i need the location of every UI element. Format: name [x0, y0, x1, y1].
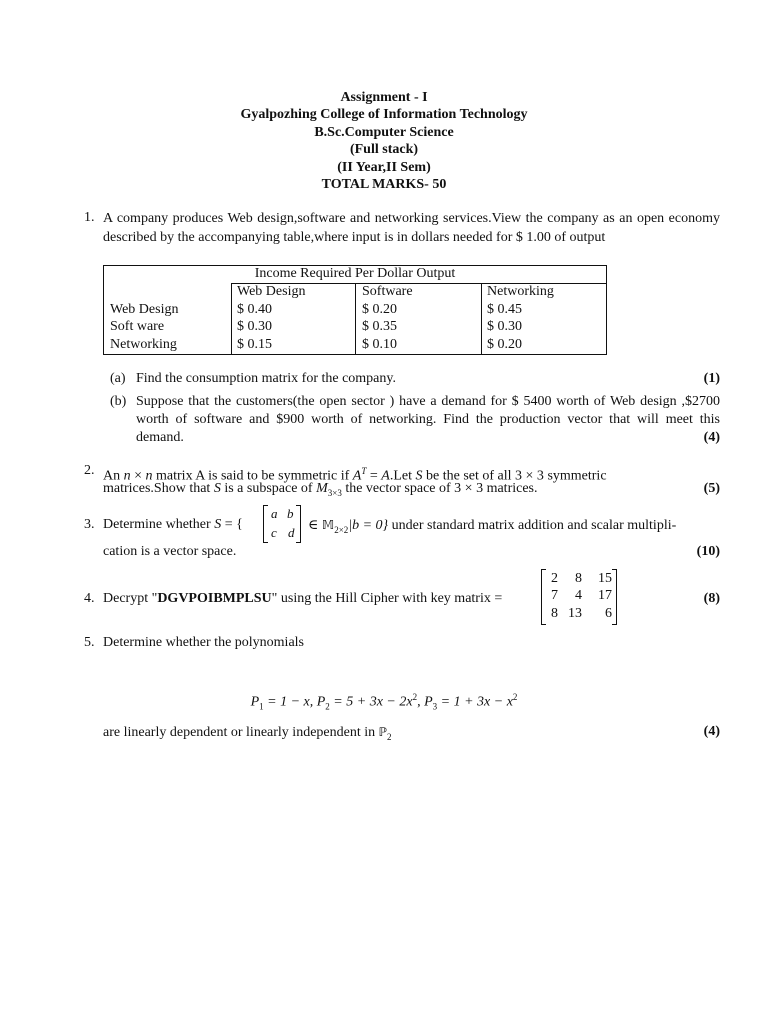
q5-text: Determine whether the polynomials [103, 635, 304, 650]
q1b-text: Suppose that the customers(the open sector ) have a demand for $ 5400 worth of Web design ,$2700 worth of software and $900 worth of networking. Find the production vector that will meet this demand. [136, 394, 720, 445]
q4-marks: (8) [703, 591, 720, 606]
q2-number: 2. [84, 463, 95, 478]
q1-text: A company produces Web design,software and networking services.View the company as an open economy described by the accompanying table,where input is in dollars needed for $ 1.00 of output [103, 211, 720, 245]
matrix-entry: d [288, 525, 295, 540]
q3-M: 𝕄 [321, 518, 335, 532]
q3-suffix [308, 516, 676, 539]
q5-sup: 2 [512, 692, 518, 702]
matrix-entry: a [271, 506, 278, 521]
q5-expr: = 1 + 3x − x [440, 694, 513, 710]
table-caption: Income Required Per Dollar Output [254, 266, 456, 281]
q1a-text: Find the consumption matrix for the company. [136, 371, 396, 386]
title-college: Gyalpozhing College of Information Technology [240, 107, 528, 122]
title-assignment: Assignment - I [340, 90, 428, 105]
q3-eq: = { [224, 517, 243, 532]
q5-sup: 2 [412, 692, 418, 702]
q3-prefix [103, 516, 243, 534]
q5-P: P [250, 694, 260, 710]
matrix-entry: 8 [551, 606, 558, 621]
q2-dim: 3 × 3 [515, 468, 544, 484]
table-row-label: Web Design [110, 302, 179, 317]
q5-space-sub: 2 [387, 731, 392, 742]
q4-cipher: DGVPOIBMPLSU [157, 591, 272, 606]
q5-P: P [424, 694, 433, 710]
q2-text: be the set of all [426, 468, 512, 484]
q2-text: the vector space of [345, 481, 451, 496]
table-cell: $ 0.15 [237, 337, 272, 352]
q3-sub: 2×2 [334, 524, 349, 535]
table-divider [355, 283, 356, 355]
title-total-marks: TOTAL MARKS- 50 [321, 177, 447, 192]
q4-text-part: Decrypt " [103, 591, 158, 606]
q3-marks: (10) [696, 544, 720, 559]
q2-A: A [352, 468, 362, 484]
table-cell: $ 0.40 [237, 302, 272, 317]
q1b-label: (b) [110, 394, 127, 409]
q5-comma: , [417, 694, 421, 710]
table-cell: $ 0.45 [487, 302, 522, 317]
q2-A: A [381, 468, 390, 484]
income-table [103, 265, 607, 355]
q5-P: P [316, 694, 326, 710]
q4-text [103, 590, 502, 608]
q5-expr: = 1 − x, [267, 694, 314, 710]
q3-line2: cation is a vector space. [103, 544, 237, 559]
matrix-entry: 15 [598, 571, 612, 586]
title-stream: (Full stack) [349, 142, 419, 157]
title-semester: (II Year,II Sem) [337, 160, 431, 175]
q5-text-part: are linearly dependent or linearly independent in [103, 725, 376, 740]
q1b-marks: (4) [703, 430, 720, 445]
q5-space: ℙ [378, 725, 388, 739]
q5-sub: 3 [432, 701, 438, 712]
q2-text: An [103, 468, 121, 484]
matrix-bracket-right [296, 505, 301, 543]
table-cell: $ 0.30 [487, 319, 522, 334]
q5-polynomials [0, 688, 768, 715]
q5-expr: = 5 + 3x − 2x [333, 694, 413, 710]
q2-transpose: T [361, 466, 367, 476]
q2-text: .Let [389, 468, 412, 484]
table-divider [231, 283, 232, 355]
q4-text-part: " using the Hill Cipher with key matrix = [271, 591, 503, 606]
q2-equals: = [369, 468, 378, 484]
table-cell: $ 0.30 [237, 319, 272, 334]
q5-sub: 2 [325, 701, 330, 712]
q1-number: 1. [84, 210, 95, 225]
table-cell: $ 0.35 [362, 319, 397, 334]
q3-in: ∈ [308, 518, 319, 533]
q3-text: Determine whether [103, 517, 211, 532]
q3-cond: |b = 0} [348, 518, 389, 533]
q4-number: 4. [84, 591, 95, 606]
q1a-label: (a) [110, 371, 126, 386]
table-row-label: Soft ware [110, 319, 165, 334]
q3-S: S [214, 517, 222, 532]
matrix-bracket-left [263, 505, 268, 543]
q2-dim: 3 × 3 [454, 481, 484, 496]
q2-S: S [213, 481, 221, 496]
table-cell: $ 0.20 [487, 337, 522, 352]
matrix-entry: 7 [551, 588, 558, 603]
q2-S: S [415, 468, 423, 484]
q2-marks: (5) [703, 481, 720, 496]
matrix-entry: 8 [575, 571, 582, 586]
q2-text: matrices.Show that [103, 481, 211, 496]
table-header-cell: Software [362, 284, 413, 299]
table-cell: $ 0.10 [362, 337, 397, 352]
q2-n: n [145, 468, 153, 484]
matrix-entry: 2 [551, 571, 558, 586]
q3-text: under standard matrix addition and scalar multipli- [391, 518, 677, 533]
matrix-entry: 13 [568, 606, 582, 621]
q2-M: M [316, 481, 328, 496]
q2-text: matrix A is said to be symmetric if [156, 468, 350, 484]
q2-text: is a subspace of [224, 481, 313, 496]
matrix-entry: c [271, 525, 277, 540]
title-programme: B.Sc.Computer Science [314, 125, 454, 140]
matrix-entry: 4 [575, 588, 582, 603]
q5-number: 5. [84, 635, 95, 650]
q5-sub: 1 [259, 701, 264, 712]
table-divider [481, 283, 482, 355]
q5-conclusion [103, 723, 392, 746]
q2-line2 [103, 480, 538, 502]
matrix-bracket-right [612, 569, 617, 625]
table-row-label: Networking [110, 337, 177, 352]
q2-text: symmetric [547, 468, 607, 484]
matrix-entry: b [287, 506, 294, 521]
matrix-entry: 17 [598, 588, 612, 603]
table-header-cell: Networking [487, 284, 554, 299]
q2-sub: 3×3 [327, 487, 342, 498]
q1a-marks: (1) [703, 371, 720, 386]
q3-number: 3. [84, 517, 95, 532]
q2-text: matrices. [486, 481, 538, 496]
table-header-cell: Web Design [237, 284, 306, 299]
q2-times: × [134, 468, 143, 484]
q2-n: n [123, 468, 131, 484]
table-cell: $ 0.20 [362, 302, 397, 317]
matrix-entry: 6 [605, 606, 612, 621]
q5-marks: (4) [703, 724, 720, 739]
